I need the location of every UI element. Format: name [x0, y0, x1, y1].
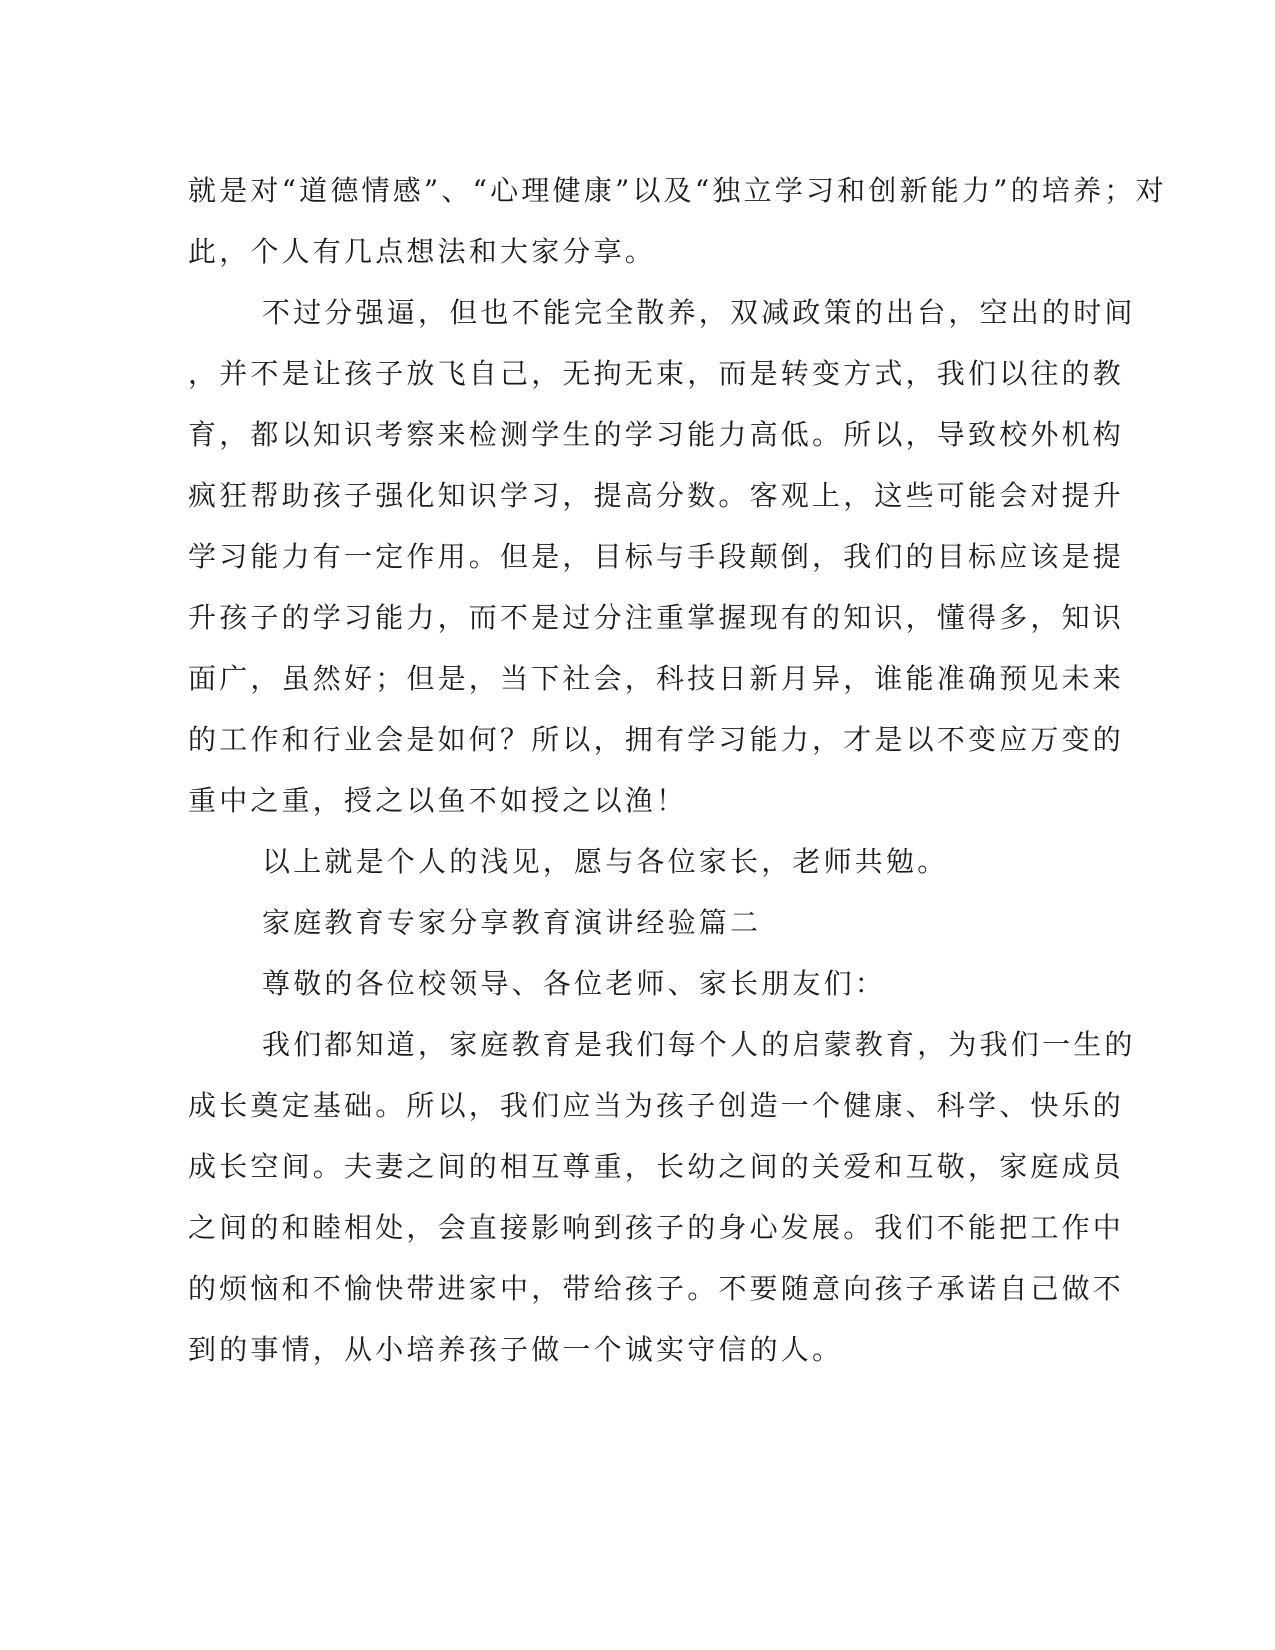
text-line: 成长空间。夫妻之间的相互尊重，长幼之间的关爱和互敬，家庭成员: [188, 1150, 1125, 1183]
text-line: 育，都以知识考察来检测学生的学习能力高低。所以，导致校外机构: [188, 418, 1125, 451]
text-line: ，并不是让孩子放飞自己，无拘无束，而是转变方式，我们以往的教: [188, 357, 1125, 390]
text-line: 面广，虽然好；但是，当下社会，科技日新月异，谁能准确预见未来: [188, 662, 1125, 695]
text-line: 到的事情，从小培养孩子做一个诚实守信的人。: [188, 1333, 844, 1366]
text-line: 之间的和睦相处，会直接影响到孩子的身心发展。我们不能把工作中: [188, 1211, 1125, 1244]
paragraph-start-line: 我们都知道，家庭教育是我们每个人的启蒙教育，为我们一生的: [262, 1028, 1136, 1061]
text-line: 成长奠定基础。所以，我们应当为孩子创造一个健康、科学、快乐的: [188, 1089, 1125, 1122]
text-line: 升孩子的学习能力，而不是过分注重掌握现有的知识，懂得多，知识: [188, 601, 1125, 634]
text-line: 的烦恼和不愉快带进家中，带给孩子。不要随意向孩子承诺自己做不: [188, 1272, 1125, 1305]
text-line: 疯狂帮助孩子强化知识学习，提高分数。客观上，这些可能会对提升: [188, 479, 1125, 512]
closing-remark: 以上就是个人的浅见，愿与各位家长，老师共勉。: [262, 845, 949, 878]
text-line: 就是对“道德情感”、“心理健康”以及“独立学习和创新能力”的培养；对: [188, 174, 1167, 207]
document-body: [188, 160, 1167, 1380]
paragraph-start-line: 不过分强逼，但也不能完全散养，双减政策的出台，空出的时间: [262, 296, 1136, 329]
section-heading: 家庭教育专家分享教育演讲经验篇二: [262, 906, 762, 939]
text-line: 学习能力有一定作用。但是，目标与手段颠倒，我们的目标应该是提: [188, 540, 1125, 573]
text-line: 的工作和行业会是如何？所以，拥有学习能力，才是以不变应万变的: [188, 723, 1125, 756]
text-line: 重中之重，授之以鱼不如授之以渔！: [188, 784, 688, 817]
salutation: 尊敬的各位校领导、各位老师、家长朋友们：: [262, 967, 887, 1000]
text-line: 此，个人有几点想法和大家分享。: [188, 235, 657, 268]
